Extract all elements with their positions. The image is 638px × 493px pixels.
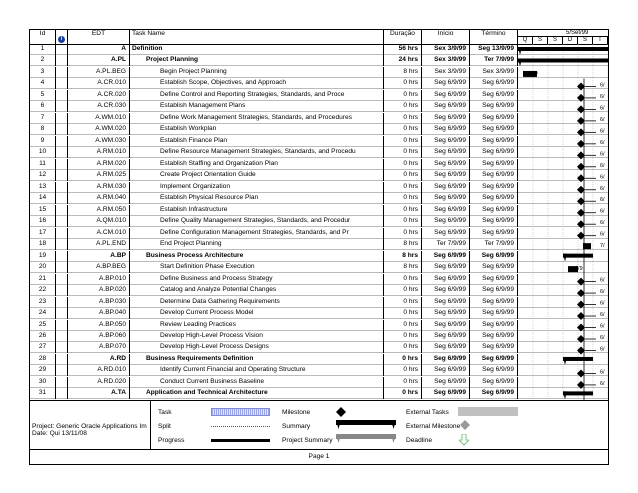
row-start[interactable]: Seg 6/9/99 — [422, 147, 470, 158]
row-edt[interactable]: A.WM.020 — [68, 124, 130, 135]
summary-bar-icon — [336, 420, 396, 429]
row-start[interactable]: Seg 6/9/99 — [422, 342, 470, 353]
row-id[interactable]: 28 — [30, 354, 56, 365]
row-edt[interactable]: A.CR.020 — [68, 90, 130, 101]
row-duration[interactable]: 0 hrs — [384, 78, 422, 89]
row-finish[interactable]: Seg 6/9/99 — [470, 377, 518, 388]
row-duration[interactable]: 0 hrs — [384, 170, 422, 181]
timescale-day: D — [563, 37, 578, 44]
row-info[interactable] — [56, 147, 68, 158]
row-task-name[interactable]: Business Process Architecture — [130, 251, 384, 262]
row-duration[interactable]: 0 hrs — [384, 101, 422, 112]
row-info[interactable] — [56, 55, 68, 66]
row-duration[interactable]: 0 hrs — [384, 308, 422, 319]
row-start[interactable]: Seg 6/9/99 — [422, 101, 470, 112]
row-info[interactable] — [56, 285, 68, 296]
row-task-name[interactable]: Business Requirements Definition — [130, 354, 384, 365]
legend-external-tasks-label: External Tasks — [406, 409, 449, 416]
table-header — [30, 30, 608, 45]
row-info[interactable] — [56, 388, 68, 399]
row-start[interactable]: Seg 6/9/99 — [422, 262, 470, 273]
row-id[interactable]: 17 — [30, 228, 56, 239]
row-finish[interactable]: Seg 6/9/99 — [470, 297, 518, 308]
row-edt[interactable]: A.BP.BEG — [68, 262, 130, 273]
row-finish[interactable]: Seg 6/9/99 — [470, 124, 518, 135]
row-start[interactable]: Seg 6/9/99 — [422, 308, 470, 319]
row-duration[interactable]: 8 hrs — [384, 251, 422, 262]
col-edt-header[interactable]: EDT — [68, 30, 130, 44]
row-edt[interactable]: A.BP.060 — [68, 331, 130, 342]
row-id[interactable]: 30 — [30, 377, 56, 388]
row-finish[interactable]: Seg 6/9/99 — [470, 101, 518, 112]
gantt-date-label: 6/ — [600, 185, 605, 192]
gantt-summary-cap — [563, 254, 567, 262]
row-task-name[interactable]: Catalog and Analyze Potential Changes — [130, 285, 384, 296]
row-info[interactable] — [56, 239, 68, 250]
gantt-date-label: 6/ — [600, 369, 605, 376]
col-info-header[interactable] — [56, 30, 68, 44]
row-task-name[interactable]: Review Leading Practices — [130, 320, 384, 331]
row-finish[interactable]: Seg 6/9/99 — [470, 308, 518, 319]
row-id[interactable]: 6 — [30, 101, 56, 112]
row-duration[interactable]: 0 hrs — [384, 216, 422, 227]
row-info[interactable] — [56, 377, 68, 388]
row-info[interactable] — [56, 90, 68, 101]
row-finish[interactable]: Seg 6/9/99 — [470, 320, 518, 331]
row-task-name[interactable]: Develop High-Level Process Vision — [130, 331, 384, 342]
row-finish[interactable]: Seg 6/9/99 — [470, 147, 518, 158]
row-duration[interactable]: 0 hrs — [384, 320, 422, 331]
gantt-print-page — [29, 29, 609, 465]
row-task-name[interactable]: Define Configuration Management Strategies, Standards, and Pr — [130, 228, 384, 239]
gantt-date-label: 6/ — [600, 128, 605, 135]
row-task-name[interactable]: Conduct Current Business Baseline — [130, 377, 384, 388]
gantt-date-label: 6/ — [600, 346, 605, 353]
row-info[interactable] — [56, 159, 68, 170]
col-finish-header[interactable]: Término — [470, 30, 518, 44]
row-id[interactable]: 10 — [30, 147, 56, 158]
legend-split-bar — [211, 426, 270, 428]
row-start[interactable]: Seg 6/9/99 — [422, 78, 470, 89]
row-id[interactable]: 7 — [30, 113, 56, 124]
row-start[interactable]: Seg 6/9/99 — [422, 113, 470, 124]
row-finish[interactable]: Seg 6/9/99 — [470, 342, 518, 353]
row-duration[interactable]: 0 hrs — [384, 182, 422, 193]
legend-progress-bar — [211, 439, 270, 442]
row-id[interactable]: 2 — [30, 55, 56, 66]
row-id[interactable]: 24 — [30, 308, 56, 319]
row-edt[interactable]: A.RD.010 — [68, 365, 130, 376]
gantt-summary-bar — [563, 357, 593, 361]
row-edt[interactable]: A.PL — [68, 55, 130, 66]
row-start[interactable]: Ter 7/9/99 — [422, 239, 470, 250]
row-finish[interactable]: Seg 6/9/99 — [470, 274, 518, 285]
row-start[interactable]: Seg 6/9/99 — [422, 182, 470, 193]
gantt-summary-bar — [563, 391, 593, 395]
legend-progress-label: Progress — [158, 437, 185, 444]
row-task-name[interactable]: Definition — [130, 44, 384, 55]
row-start[interactable]: Seg 6/9/99 — [422, 205, 470, 216]
gantt-date-label: 6/ — [600, 116, 605, 123]
project-date: Date: Qui 13/11/08 — [32, 430, 87, 437]
gantt-date-label: 6/ — [600, 323, 605, 330]
row-finish[interactable]: Seg 6/9/99 — [470, 285, 518, 296]
row-duration[interactable]: 0 hrs — [384, 159, 422, 170]
row-info[interactable] — [56, 251, 68, 262]
row-start[interactable]: Seg 6/9/99 — [422, 320, 470, 331]
row-start[interactable]: Seg 6/9/99 — [422, 159, 470, 170]
row-duration[interactable]: 0 hrs — [384, 124, 422, 135]
col-start-header[interactable]: Início — [422, 30, 470, 44]
row-info[interactable] — [56, 262, 68, 273]
row-task-name[interactable]: Create Project Orientation Guide — [130, 170, 384, 181]
row-edt[interactable]: A.CR.030 — [68, 101, 130, 112]
row-id[interactable]: 23 — [30, 297, 56, 308]
gantt-date-label: 6/ — [600, 335, 605, 341]
row-task-name[interactable]: Establish Workplan — [130, 124, 384, 135]
gantt-date-label: 6/ — [600, 289, 605, 296]
row-duration[interactable]: 0 hrs — [384, 285, 422, 296]
row-finish[interactable]: Seg 13/9/99 — [470, 44, 518, 55]
row-task-name[interactable]: Develop High-Level Process Designs — [130, 342, 384, 353]
row-duration[interactable]: 8 hrs — [384, 239, 422, 250]
row-id[interactable]: 9 — [30, 136, 56, 147]
gantt-summary-bar — [563, 254, 593, 258]
row-duration[interactable]: 0 hrs — [384, 354, 422, 365]
row-start[interactable]: Seg 6/9/99 — [422, 354, 470, 365]
row-edt[interactable]: A.PL.END — [68, 239, 130, 250]
row-edt[interactable]: A.RM.030 — [68, 182, 130, 193]
gantt-date-label: 6/ — [600, 312, 605, 319]
row-task-name[interactable]: Identify Current Financial and Operating Structure — [130, 365, 384, 376]
timescale-day: Q — [518, 37, 533, 44]
row-task-name[interactable]: Begin Project Planning — [130, 67, 384, 78]
gantt-date-label: 6/ — [600, 208, 605, 215]
row-edt[interactable]: A — [68, 44, 130, 55]
row-id[interactable]: 26 — [30, 331, 56, 342]
gantt-date-label: 6/ — [600, 93, 605, 100]
timescale-day: S — [533, 37, 548, 44]
row-info[interactable] — [56, 342, 68, 353]
row-duration[interactable]: 0 hrs — [384, 90, 422, 101]
row-duration[interactable]: 0 hrs — [384, 297, 422, 308]
row-edt[interactable]: A.CM.010 — [68, 228, 130, 239]
legend-external-milestone-label: External Milestone — [406, 423, 461, 430]
row-edt[interactable]: A.RM.025 — [68, 170, 130, 181]
gantt-chart — [518, 44, 608, 400]
row-start[interactable]: Seg 6/9/99 — [422, 193, 470, 204]
row-start[interactable]: Seg 6/9/99 — [422, 228, 470, 239]
row-edt[interactable]: A.PL.BEG — [68, 67, 130, 78]
row-info[interactable] — [56, 113, 68, 124]
row-info[interactable] — [56, 124, 68, 135]
row-start[interactable]: Sex 3/9/99 — [422, 44, 470, 55]
deadline-arrow-icon — [459, 434, 469, 446]
row-task-name[interactable]: Start Definition Phase Execution — [130, 262, 384, 273]
row-task-name[interactable]: Establish Finance Plan — [130, 136, 384, 147]
row-finish[interactable]: Seg 6/9/99 — [470, 113, 518, 124]
row-id[interactable]: 18 — [30, 239, 56, 250]
row-id[interactable]: 29 — [30, 365, 56, 376]
row-info[interactable] — [56, 308, 68, 319]
row-duration[interactable]: 24 hrs — [384, 55, 422, 66]
row-task-name[interactable]: Define Resource Management Strategies, Standards, and Procedu — [130, 147, 384, 158]
row-start[interactable]: Sex 3/9/99 — [422, 55, 470, 66]
milestone-icon — [336, 407, 346, 417]
row-duration[interactable]: 0 hrs — [384, 136, 422, 147]
gantt-date-label: 6/ — [600, 380, 605, 387]
legend-task-label: Task — [158, 409, 172, 416]
row-finish[interactable]: Seg 6/9/99 — [470, 365, 518, 376]
legend-milestone-label: Milestone — [282, 409, 311, 416]
row-task-name[interactable]: Determine Data Gathering Requirements — [130, 297, 384, 308]
row-id[interactable]: 15 — [30, 205, 56, 216]
row-id[interactable]: 1 — [30, 44, 56, 55]
row-task-name[interactable]: Establish Physical Resource Plan — [130, 193, 384, 204]
row-finish[interactable]: Seg 6/9/99 — [470, 170, 518, 181]
row-task-name[interactable]: Establish Scope, Objectives, and Approach — [130, 78, 384, 89]
row-start[interactable]: Seg 6/9/99 — [422, 365, 470, 376]
row-task-name[interactable]: Implement Organization — [130, 182, 384, 193]
gantt-date-label: 6/ — [600, 82, 605, 89]
row-edt[interactable]: A.BP.030 — [68, 297, 130, 308]
row-task-name[interactable]: Define Business and Process Strategy — [130, 274, 384, 285]
page-footer: Page 1 — [30, 449, 608, 465]
row-info[interactable] — [56, 67, 68, 78]
row-info[interactable] — [56, 216, 68, 227]
row-duration[interactable]: 0 hrs — [384, 331, 422, 342]
timescale-day: T — [593, 37, 608, 44]
row-edt[interactable]: A.RM.050 — [68, 205, 130, 216]
row-task-name[interactable]: Application and Technical Architecture — [130, 388, 384, 399]
row-finish[interactable]: Sex 3/9/99 — [470, 67, 518, 78]
row-id[interactable]: 16 — [30, 216, 56, 227]
timescale-day: S — [548, 37, 563, 44]
row-duration[interactable]: 0 hrs — [384, 388, 422, 399]
row-id[interactable]: 22 — [30, 285, 56, 296]
row-finish[interactable]: Seg 6/9/99 — [470, 182, 518, 193]
row-duration[interactable]: 0 hrs — [384, 205, 422, 216]
row-duration[interactable]: 0 hrs — [384, 274, 422, 285]
gantt-date-label: 6/ — [600, 197, 605, 204]
legend-divider — [150, 401, 151, 450]
row-start[interactable]: Seg 6/9/99 — [422, 136, 470, 147]
row-info[interactable] — [56, 170, 68, 181]
row-info[interactable] — [56, 101, 68, 112]
row-edt[interactable]: A.BP.010 — [68, 274, 130, 285]
row-duration[interactable]: 8 hrs — [384, 262, 422, 273]
row-edt[interactable]: A.BP.040 — [68, 308, 130, 319]
row-start[interactable]: Seg 6/9/99 — [422, 331, 470, 342]
row-duration[interactable]: 0 hrs — [384, 342, 422, 353]
row-info[interactable] — [56, 354, 68, 365]
row-edt[interactable]: A.TA — [68, 388, 130, 399]
row-info[interactable] — [56, 365, 68, 376]
gantt-date-label: 6/9 — [575, 266, 583, 273]
row-start[interactable]: Seg 6/9/99 — [422, 388, 470, 399]
gantt-date-label: 6/ — [600, 162, 605, 169]
gantt-chart-area — [518, 44, 608, 400]
row-info[interactable] — [56, 44, 68, 55]
col-task-name-header[interactable]: Task Name — [130, 30, 384, 44]
row-task-name[interactable]: Establish Staffing and Organization Plan — [130, 159, 384, 170]
timescale-week-label: 5/Set/99 — [566, 30, 589, 36]
row-task-name[interactable]: Project Planning — [130, 55, 384, 66]
row-info[interactable] — [56, 274, 68, 285]
row-duration[interactable]: 0 hrs — [384, 193, 422, 204]
row-id[interactable]: 8 — [30, 124, 56, 135]
row-edt[interactable]: A.BP.070 — [68, 342, 130, 353]
row-duration[interactable]: 0 hrs — [384, 228, 422, 239]
row-start[interactable]: Seg 6/9/99 — [422, 297, 470, 308]
gantt-date-label: 6/ — [600, 105, 605, 112]
row-id[interactable]: 11 — [30, 159, 56, 170]
row-duration[interactable]: 0 hrs — [384, 113, 422, 124]
row-id[interactable]: 14 — [30, 193, 56, 204]
row-edt[interactable]: A.RM.010 — [68, 147, 130, 158]
row-id[interactable]: 19 — [30, 251, 56, 262]
row-edt[interactable]: A.WM.010 — [68, 113, 130, 124]
row-edt[interactable]: A.CR.010 — [68, 78, 130, 89]
row-task-name[interactable]: Define Control and Reporting Strategies, Standards, and Proce — [130, 90, 384, 101]
row-id[interactable]: 31 — [30, 388, 56, 399]
row-id[interactable]: 25 — [30, 320, 56, 331]
legend — [30, 400, 608, 450]
row-edt[interactable]: A.WM.030 — [68, 136, 130, 147]
row-task-name[interactable]: End Project Planning — [130, 239, 384, 250]
row-start[interactable]: Seg 6/9/99 — [422, 274, 470, 285]
row-start[interactable]: Seg 6/9/99 — [422, 170, 470, 181]
row-task-name[interactable]: Define Quality Management Strategies, Standards, and Procedur — [130, 216, 384, 227]
row-edt[interactable]: A.RM.020 — [68, 159, 130, 170]
row-duration[interactable]: 8 hrs — [384, 67, 422, 78]
legend-project-summary-label: Project Summary — [282, 437, 333, 444]
row-id[interactable]: 13 — [30, 182, 56, 193]
row-finish[interactable]: Seg 6/9/99 — [470, 388, 518, 399]
row-start[interactable]: Seg 6/9/99 — [422, 216, 470, 227]
gantt-summary-bar — [518, 58, 608, 62]
col-id-header[interactable]: Id — [30, 30, 56, 44]
row-info[interactable] — [56, 320, 68, 331]
gantt-date-label: 7/ — [600, 243, 605, 250]
row-id[interactable]: 21 — [30, 274, 56, 285]
row-edt[interactable]: A.QM.010 — [68, 216, 130, 227]
row-info[interactable] — [56, 182, 68, 193]
legend-summary-label: Summary — [282, 423, 311, 430]
gantt-date-label: 6/ — [600, 220, 605, 227]
row-duration[interactable]: 56 hrs — [384, 44, 422, 55]
row-id[interactable]: 27 — [30, 342, 56, 353]
row-info[interactable] — [56, 228, 68, 239]
row-task-name[interactable]: Establish Infrastructure — [130, 205, 384, 216]
legend-external-tasks-bar — [458, 407, 518, 416]
row-finish[interactable]: Seg 6/9/99 — [470, 331, 518, 342]
row-edt[interactable]: A.RD.020 — [68, 377, 130, 388]
row-edt[interactable]: A.RM.040 — [68, 193, 130, 204]
gantt-date-label: 6/ — [600, 151, 605, 158]
row-info[interactable] — [56, 205, 68, 216]
row-task-name[interactable]: Establish Management Plans — [130, 101, 384, 112]
row-edt[interactable]: A.RD — [68, 354, 130, 365]
row-start[interactable]: Seg 6/9/99 — [422, 124, 470, 135]
row-info[interactable] — [56, 136, 68, 147]
row-task-name[interactable]: Define Work Management Strategies, Standards, and Procedures — [130, 113, 384, 124]
gantt-date-label: 6/ — [600, 174, 605, 181]
row-start[interactable]: Seg 6/9/99 — [422, 285, 470, 296]
row-id[interactable]: 5 — [30, 90, 56, 101]
gantt-date-label: 6/ — [600, 300, 605, 307]
row-finish[interactable]: Seg 6/9/99 — [470, 193, 518, 204]
col-duration-header[interactable]: Duração — [384, 30, 422, 44]
project-name: Project: Generic Oracle Applications Im — [32, 423, 147, 430]
timescale-week — [518, 30, 608, 37]
row-finish[interactable]: Seg 6/9/99 — [470, 136, 518, 147]
row-duration[interactable]: 0 hrs — [384, 377, 422, 388]
row-finish[interactable]: Ter 7/9/99 — [470, 239, 518, 250]
row-task-name[interactable]: Develop Current Process Model — [130, 308, 384, 319]
gantt-date-label: 6/ — [600, 139, 605, 146]
row-edt[interactable]: A.BP.050 — [68, 320, 130, 331]
row-finish[interactable]: Seg 6/9/99 — [470, 251, 518, 262]
row-finish[interactable]: Seg 6/9/99 — [470, 216, 518, 227]
row-finish[interactable]: Seg 6/9/99 — [470, 78, 518, 89]
row-duration[interactable]: 0 hrs — [384, 147, 422, 158]
row-info[interactable] — [56, 193, 68, 204]
gantt-date-label: 3/9 — [530, 70, 538, 77]
row-duration[interactable]: 0 hrs — [384, 365, 422, 376]
gantt-date-label: 6/ — [600, 231, 605, 238]
row-finish[interactable]: Seg 6/9/99 — [470, 205, 518, 216]
row-finish[interactable]: Seg 6/9/99 — [470, 228, 518, 239]
row-start[interactable]: Sex 3/9/99 — [422, 67, 470, 78]
external-milestone-icon — [460, 420, 470, 430]
row-start[interactable]: Seg 6/9/99 — [422, 90, 470, 101]
row-id[interactable]: 12 — [30, 170, 56, 181]
row-edt[interactable]: A.BP — [68, 251, 130, 262]
row-start[interactable]: Seg 6/9/99 — [422, 251, 470, 262]
legend-task-bar — [211, 408, 270, 416]
timescale-day: S — [578, 37, 593, 44]
row-id[interactable]: 4 — [30, 78, 56, 89]
row-finish[interactable]: Ter 7/9/99 — [470, 55, 518, 66]
row-finish[interactable]: Seg 6/9/99 — [470, 90, 518, 101]
legend-deadline-label: Deadline — [406, 437, 433, 444]
row-edt[interactable]: A.BP.020 — [68, 285, 130, 296]
row-info[interactable] — [56, 331, 68, 342]
row-id[interactable]: 20 — [30, 262, 56, 273]
timescale — [518, 30, 608, 44]
row-start[interactable]: Seg 6/9/99 — [422, 377, 470, 388]
gantt-summary-bar — [518, 47, 608, 51]
row-id[interactable]: 3 — [30, 67, 56, 78]
row-info[interactable] — [56, 297, 68, 308]
legend-split-label: Split — [158, 423, 171, 430]
row-info[interactable] — [56, 78, 68, 89]
gantt-date-label: 6/ — [600, 277, 605, 284]
row-finish[interactable]: Seg 6/9/99 — [470, 159, 518, 170]
project-summary-bar-icon — [336, 434, 396, 443]
row-finish[interactable]: Seg 6/9/99 — [470, 262, 518, 273]
info-icon: i — [58, 36, 65, 43]
row-finish[interactable]: Seg 6/9/99 — [470, 354, 518, 365]
